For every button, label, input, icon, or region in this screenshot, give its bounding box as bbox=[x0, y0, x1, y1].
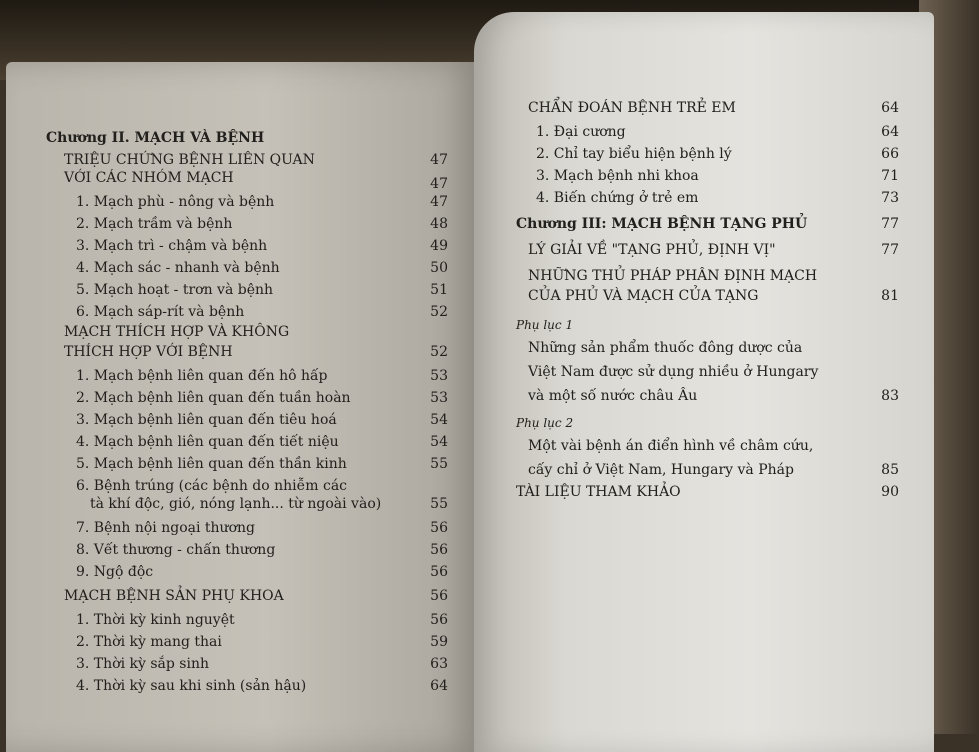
toc-entry bbox=[474, 318, 934, 340]
toc-entry bbox=[474, 146, 934, 168]
toc-entry bbox=[6, 282, 480, 304]
toc-entry-title: CỦA PHỦ VÀ MẠCH CỦA TẠNG bbox=[528, 288, 759, 304]
toc-entry-title: Một vài bệnh án điển hình về châm cứu, bbox=[528, 438, 814, 454]
toc-entry-page-number: 56 bbox=[430, 612, 448, 628]
toc-entry bbox=[6, 634, 480, 656]
toc-entry bbox=[6, 520, 480, 542]
toc-entry-title: THÍCH HỢP VỚI BỆNH bbox=[64, 344, 233, 360]
toc-entry bbox=[474, 268, 934, 290]
toc-entry bbox=[474, 100, 934, 122]
left-page bbox=[6, 62, 480, 752]
toc-entry bbox=[474, 438, 934, 460]
toc-entry-page-number: 64 bbox=[881, 100, 899, 116]
toc-entry-page-number: 51 bbox=[430, 282, 448, 298]
toc-entry-page-number: 73 bbox=[881, 190, 899, 206]
toc-entry-page-number: 90 bbox=[881, 484, 899, 500]
toc-entry bbox=[474, 216, 934, 238]
toc-entry-title: MẠCH BỆNH SẢN PHỤ KHOA bbox=[64, 588, 284, 604]
toc-entry-title: Phụ lục 1 bbox=[516, 318, 574, 332]
toc-entry bbox=[6, 344, 480, 366]
toc-entry-title: 6. Mạch sáp-rít và bệnh bbox=[76, 304, 245, 320]
toc-entry bbox=[6, 412, 480, 434]
toc-entry-page-number: 50 bbox=[430, 260, 448, 276]
toc-entry-title: 8. Vết thương - chấn thương bbox=[76, 542, 276, 558]
toc-entry-page-number: 53 bbox=[430, 390, 448, 406]
toc-entry bbox=[6, 238, 480, 260]
toc-entry-title: LÝ GIẢI VỀ "TẠNG PHỦ, ĐỊNH VỊ" bbox=[528, 242, 776, 258]
toc-entry-title: Việt Nam được sử dụng nhiều ở Hungary bbox=[528, 364, 819, 380]
toc-entry bbox=[6, 260, 480, 282]
toc-entry-page-number: 48 bbox=[430, 216, 448, 232]
toc-entry-page-number: 81 bbox=[881, 288, 899, 304]
toc-entry-title: 2. Mạch bệnh liên quan đến tuần hoàn bbox=[76, 390, 351, 406]
toc-entry-title: 2. Thời kỳ mang thai bbox=[76, 634, 222, 650]
toc-entry-title: Phụ lục 2 bbox=[516, 416, 574, 430]
toc-entry bbox=[6, 434, 480, 456]
toc-entry-page-number: 77 bbox=[881, 242, 899, 258]
toc-entry-title: TRIỆU CHỨNG BỆNH LIÊN QUAN bbox=[64, 152, 315, 168]
toc-entry-page-number: 64 bbox=[881, 124, 899, 140]
toc-entry-page-number: 83 bbox=[881, 388, 899, 404]
toc-entry bbox=[6, 130, 480, 152]
toc-entry-title: 3. Mạch trì - chậm và bệnh bbox=[76, 238, 268, 254]
toc-entry-title: 1. Đại cương bbox=[536, 124, 626, 140]
toc-entry bbox=[474, 364, 934, 386]
toc-entry-page-number: 56 bbox=[430, 520, 448, 536]
toc-entry-page-number: 77 bbox=[881, 216, 899, 232]
toc-entry-title: 5. Mạch bệnh liên quan đến thần kinh bbox=[76, 456, 347, 472]
toc-entry-title: 9. Ngộ độc bbox=[76, 564, 154, 580]
toc-entry bbox=[6, 304, 480, 326]
toc-entry bbox=[474, 124, 934, 146]
toc-entry-page-number: 56 bbox=[430, 542, 448, 558]
toc-entry-title: 4. Mạch bệnh liên quan đến tiết niệu bbox=[76, 434, 339, 450]
toc-entry-title: cấy chỉ ở Việt Nam, Hungary và Pháp bbox=[528, 462, 794, 478]
toc-entry bbox=[474, 168, 934, 190]
toc-entry-title: 6. Bệnh trúng (các bệnh do nhiễm các bbox=[76, 478, 348, 494]
toc-entry-page-number: 52 bbox=[430, 304, 448, 320]
toc-entry-title: 5. Mạch hoạt - trơn và bệnh bbox=[76, 282, 274, 298]
toc-entry-title: tà khí độc, gió, nóng lạnh... từ ngoài vào) bbox=[90, 496, 382, 512]
toc-entry bbox=[6, 588, 480, 610]
toc-entry bbox=[6, 456, 480, 478]
toc-entry-page-number: 47 bbox=[430, 194, 448, 210]
toc-entry-page-number: 54 bbox=[430, 412, 448, 428]
toc-entry-title: CHẨN ĐOÁN BỆNH TRẺ EM bbox=[528, 100, 736, 116]
toc-entry-title: 4. Mạch sác - nhanh và bệnh bbox=[76, 260, 280, 276]
toc-entry-page-number: 49 bbox=[430, 238, 448, 254]
toc-entry-title: VỚI CÁC NHÓM MẠCH bbox=[64, 170, 234, 186]
toc-entry bbox=[6, 216, 480, 238]
toc-entry bbox=[474, 340, 934, 362]
toc-entry-page-number: 56 bbox=[430, 564, 448, 580]
toc-entry-title: 4. Biến chứng ở trẻ em bbox=[536, 190, 699, 206]
toc-entry-title: Những sản phẩm thuốc đông dược của bbox=[528, 340, 803, 356]
toc-entry-page-number: 54 bbox=[430, 434, 448, 450]
toc-entry-page-number: 85 bbox=[881, 462, 899, 478]
toc-entry-page-number: 55 bbox=[430, 496, 448, 512]
toc-entry bbox=[6, 656, 480, 678]
toc-entry-page-number: 71 bbox=[881, 168, 899, 184]
toc-entry-page-number: 56 bbox=[430, 588, 448, 604]
toc-entry bbox=[474, 242, 934, 264]
toc-entry-title: 3. Mạch bệnh nhi khoa bbox=[536, 168, 699, 184]
toc-entry-title: 1. Thời kỳ kinh nguyệt bbox=[76, 612, 235, 628]
toc-entry-page-number: 53 bbox=[430, 368, 448, 384]
toc-entry-title: và một số nước châu Âu bbox=[528, 388, 698, 404]
toc-entry-title: 7. Bệnh nội ngoại thương bbox=[76, 520, 255, 536]
toc-entry-page-number: 47 bbox=[430, 176, 448, 192]
toc-entry-title: 1. Mạch bệnh liên quan đến hô hấp bbox=[76, 368, 328, 384]
toc-entry bbox=[474, 388, 934, 410]
toc-entry-page-number: 64 bbox=[430, 678, 448, 694]
toc-entry bbox=[474, 190, 934, 212]
toc-entry-page-number: 66 bbox=[881, 146, 899, 162]
toc-entry bbox=[6, 678, 480, 700]
toc-entry-title: 3. Thời kỳ sắp sinh bbox=[76, 656, 209, 672]
toc-entry bbox=[474, 484, 934, 506]
right-page bbox=[474, 12, 934, 752]
toc-entry bbox=[6, 194, 480, 216]
toc-entry bbox=[6, 496, 480, 518]
toc-entry bbox=[474, 288, 934, 310]
toc-entry-title: Chương II. MẠCH VÀ BỆNH bbox=[46, 130, 265, 146]
toc-entry bbox=[474, 416, 934, 438]
toc-entry bbox=[6, 390, 480, 412]
toc-entry-title: 2. Mạch trầm và bệnh bbox=[76, 216, 233, 232]
toc-entry bbox=[6, 564, 480, 586]
toc-entry-title: Chương III: MẠCH BỆNH TẠNG PHỦ bbox=[516, 216, 808, 232]
toc-entry-title: TÀI LIỆU THAM KHẢO bbox=[516, 484, 681, 500]
toc-entry bbox=[6, 324, 480, 346]
toc-entry-title: MẠCH THÍCH HỢP VÀ KHÔNG bbox=[64, 324, 290, 340]
toc-entry bbox=[6, 542, 480, 564]
toc-entry-title: 2. Chỉ tay biểu hiện bệnh lý bbox=[536, 146, 732, 162]
toc-entry-title: 1. Mạch phù - nông và bệnh bbox=[76, 194, 275, 210]
toc-entry-page-number: 63 bbox=[430, 656, 448, 672]
toc-entry-page-number: 55 bbox=[430, 456, 448, 472]
toc-entry bbox=[6, 612, 480, 634]
toc-entry-page-number: 59 bbox=[430, 634, 448, 650]
toc-entry bbox=[6, 368, 480, 390]
toc-entry-page-number: 47 bbox=[430, 152, 448, 168]
toc-entry-page-number: 52 bbox=[430, 344, 448, 360]
toc-entry-title: 4. Thời kỳ sau khi sinh (sản hậu) bbox=[76, 678, 307, 694]
toc-entry bbox=[474, 462, 934, 484]
toc-entry-title: NHỮNG THỦ PHÁP PHÂN ĐỊNH MẠCH bbox=[528, 268, 818, 284]
toc-entry-title: 3. Mạch bệnh liên quan đến tiêu hoá bbox=[76, 412, 337, 428]
